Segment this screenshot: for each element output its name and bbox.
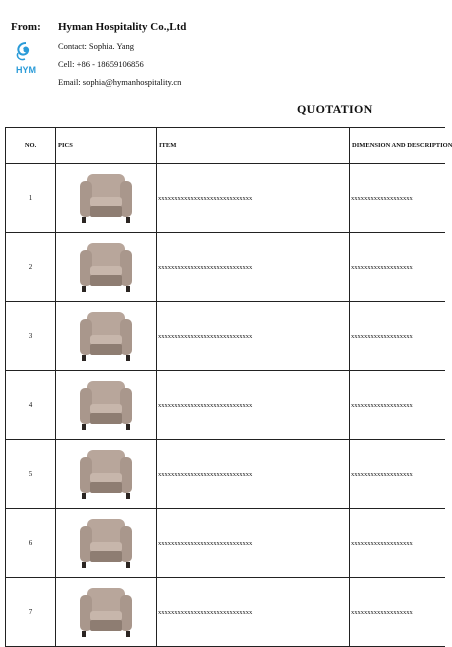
hym-logo-icon [10,40,42,76]
col-header-pics: PICS [55,128,156,163]
company-name: Hyman Hospitality Co.,Ltd [58,21,187,33]
row-number: 1 [5,164,55,232]
row-picture [55,440,156,508]
armchair-icon [77,171,135,225]
contact-email[interactable]: Email: sophia@hymanhospitality.cn [58,77,182,87]
row-dimension: xxxxxxxxxxxxxxxxxxx [349,164,445,232]
row-item: xxxxxxxxxxxxxxxxxxxxxxxxxxxxx [156,371,349,439]
table-row [5,440,445,509]
col-header-item: ITEM [156,128,349,163]
armchair-icon [77,516,135,570]
contact-person: Contact: Sophia. Yang [58,41,135,51]
row-picture [55,578,156,646]
row-item: xxxxxxxxxxxxxxxxxxxxxxxxxxxxx [156,509,349,577]
row-item: xxxxxxxxxxxxxxxxxxxxxxxxxxxxx [156,233,349,301]
armchair-icon [77,447,135,501]
contact-cell: Cell: +86 - 18659106856 [58,59,144,69]
row-number: 4 [5,371,55,439]
armchair-icon [77,585,135,639]
row-dimension: xxxxxxxxxxxxxxxxxxx [349,233,445,301]
armchair-icon [77,309,135,363]
table-header-row [5,128,452,164]
quotation-table [5,127,452,647]
col-header-dimension: DIMENSION AND DESCRIPTION [349,128,445,163]
table-row [5,371,445,440]
logo-text: HYM [16,65,36,75]
row-item: xxxxxxxxxxxxxxxxxxxxxxxxxxxxx [156,578,349,646]
row-number: 3 [5,302,55,370]
armchair-icon [77,378,135,432]
table-row [5,509,445,578]
row-picture [55,371,156,439]
row-number: 5 [5,440,55,508]
armchair-icon [77,240,135,294]
row-dimension: xxxxxxxxxxxxxxxxxxx [349,302,445,370]
row-picture [55,233,156,301]
from-label: From: [11,21,41,33]
table-row [5,233,445,302]
table-row [5,302,445,371]
row-picture [55,302,156,370]
row-dimension: xxxxxxxxxxxxxxxxxxx [349,440,445,508]
row-number: 2 [5,233,55,301]
row-item: xxxxxxxxxxxxxxxxxxxxxxxxxxxxx [156,302,349,370]
table-row [5,164,445,233]
row-number: 6 [5,509,55,577]
row-dimension: xxxxxxxxxxxxxxxxxxx [349,578,445,646]
row-dimension: xxxxxxxxxxxxxxxxxxx [349,371,445,439]
table-row [5,578,445,647]
row-dimension: xxxxxxxxxxxxxxxxxxx [349,509,445,577]
row-number: 7 [5,578,55,646]
row-picture [55,164,156,232]
col-header-no: NO. [5,128,55,163]
row-item: xxxxxxxxxxxxxxxxxxxxxxxxxxxxx [156,440,349,508]
company-logo [10,40,42,76]
row-picture [55,509,156,577]
quotation-title: QUOTATION [297,102,373,116]
row-item: xxxxxxxxxxxxxxxxxxxxxxxxxxxxx [156,164,349,232]
